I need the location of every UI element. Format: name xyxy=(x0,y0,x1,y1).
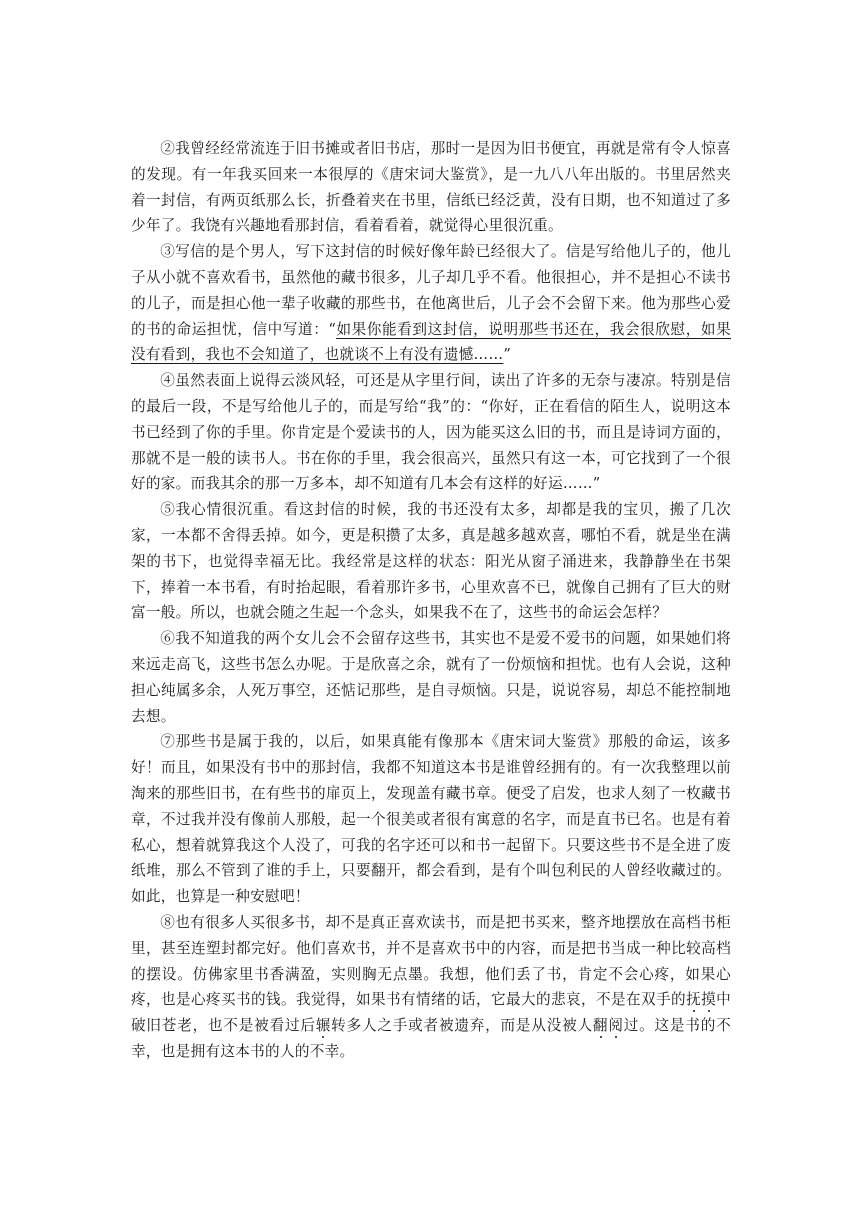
paragraph-6: ⑥我不知道我的两个女儿会不会留存这些书，其实也不是爱不爱书的问题，如果她们将来远走高飞，这些书怎么办呢。于是欣喜之余，就有了一份烦恼和担忧。也有人会说，这种担心纯属多余，人死万事空，还惦记那些，是自寻烦恼。只是，说说容易，却总不能控制地去想。 xyxy=(131,630,731,725)
paragraph-8-text-3: 转多人之手或者被遗弃，而是从没被人 xyxy=(331,1017,593,1035)
emphasis-dot-char: 翻 xyxy=(592,1017,609,1035)
paragraph-8-text-4: 过。这是书的不幸，也是拥有这本书的人的不幸。 xyxy=(131,1017,731,1060)
paragraph-8-text-2: 中破旧苍老，也不是被看过后 xyxy=(131,991,731,1035)
paragraph-2: ②我曾经经常流连于旧书摊或者旧书店，那时一是因为旧书便宜，再就是常有令人惊喜的发现。有一年我买回来一本很厚的《唐宋词大鉴赏》，是一九八八年出版的。书里居然夹着一封信，有两页纸那么长，折叠着夹在书里，信纸已经泛黄，没有日期，也不知道过了多少年了。我饶有兴趣地看那封信，看着看着，就觉得心里很沉重。 xyxy=(131,140,731,235)
paragraph-5: ⑤我心情很沉重。看这封信的时候，我的书还没有太多，却都是我的宝贝，搬了几次家，一本都不舍得丢掉。如今，更是积攒了太多，真是越多越欢喜，哪怕不看，就是坐在满架的书下，也觉得幸福无比。我经常是这样的状态：阳光从窗子涌进来，我静静坐在书架下，捧着一本书看，有时抬起眼，看着那许多书，心里欢喜不已，就像自己拥有了巨大的财富一般。所以，也就会随之生起一个念头，如果我不在了，这些书的命运会怎样？ xyxy=(131,501,731,622)
emphasis-dot-char: 辗 xyxy=(315,1017,332,1035)
article-body xyxy=(131,136,731,1065)
emphasis-dot-char: 阅 xyxy=(608,1017,624,1035)
paragraph-3 xyxy=(131,239,731,368)
paragraph-3-text: ③写信的是个男人，写下这封信的时候好像年龄已经很大了。信是写给他儿子的，他儿子从小就不喜欢看书，虽然他的藏书很多，儿子却几乎不看。他很担心，并不是担心不读书的儿子，而是担心他一辈子收藏的那些书，在他离世后，儿子会不会留下来。他为那些心爱的书的命运担忧，信中写道：“ xyxy=(131,243,731,338)
paragraph-8-text-1: ⑧也有很多人买很多书，却不是真正喜欢读书，而是把书买来，整齐地摆放在高档书柜里，甚至连塑封都完好。他们喜欢书，并不是喜欢书中的内容，而是把书当成一种比较高档的摆设。仿佛家里书香满盈，实则胸无点墨。我想，他们丢了书，肯定不会心疼，如果心疼，也是心疼买书的钱。我觉得，如果书有情绪的话，它最大的悲哀，不是在双手的 xyxy=(131,913,731,1009)
emphasis-dot-char: 抚 xyxy=(686,991,702,1009)
paragraph-3-closing-quote: ” xyxy=(503,346,512,364)
paragraph-4: ④虽然表面上说得云淡风轻，可还是从字里行间，读出了许多的无奈与凄凉。特别是信的最后一段，不是写给他儿子的，而是写给“我”的：“你好，正在看信的陌生人，说明这本书已经到了你的手里。你肯定是个爱读书的人，因为能买这么旧的书，而且是诗词方面的，那就不是一般的读书人。书在你的手里，我会很高兴，虽然只有这一本，可它找到了一个很好的家。而我其余的那一万多本，却不知道有几本会有这样的好运……” xyxy=(131,372,731,493)
underlined-quote: 如果你能看到这封信，说明那些书还在，我会很欣慰，如果没有看到，我也不会知道了，也就谈不上有没有遗憾…… xyxy=(131,320,731,364)
paragraph-7: ⑦那些书是属于我的，以后，如果真能有像那本《唐宋词大鉴赏》那般的命运，该多好！而且，如果没有书中的那封信，我都不知道这本书是谁曾经拥有的。有一次我整理以前淘来的那些旧书，在有些书的扉页上，发现盖有藏书章。便受了启发，也求人刻了一枚藏书章，不过我并没有像前人那般，起一个很美或者很有寓意的名字，而是直书已名。也是有着私心，想着就算我这个人没了，可我的名字还可以和书一起留下。只要这些书不是全进了废纸堆，那么不管到了谁的手上，只要翻开，都会看到，是有个叫包利民的人曾经收藏过的。如此，也算是一种安慰吧！ xyxy=(131,733,731,906)
emphasis-dot-char: 摸 xyxy=(701,991,717,1009)
paragraph-8 xyxy=(131,910,731,1065)
